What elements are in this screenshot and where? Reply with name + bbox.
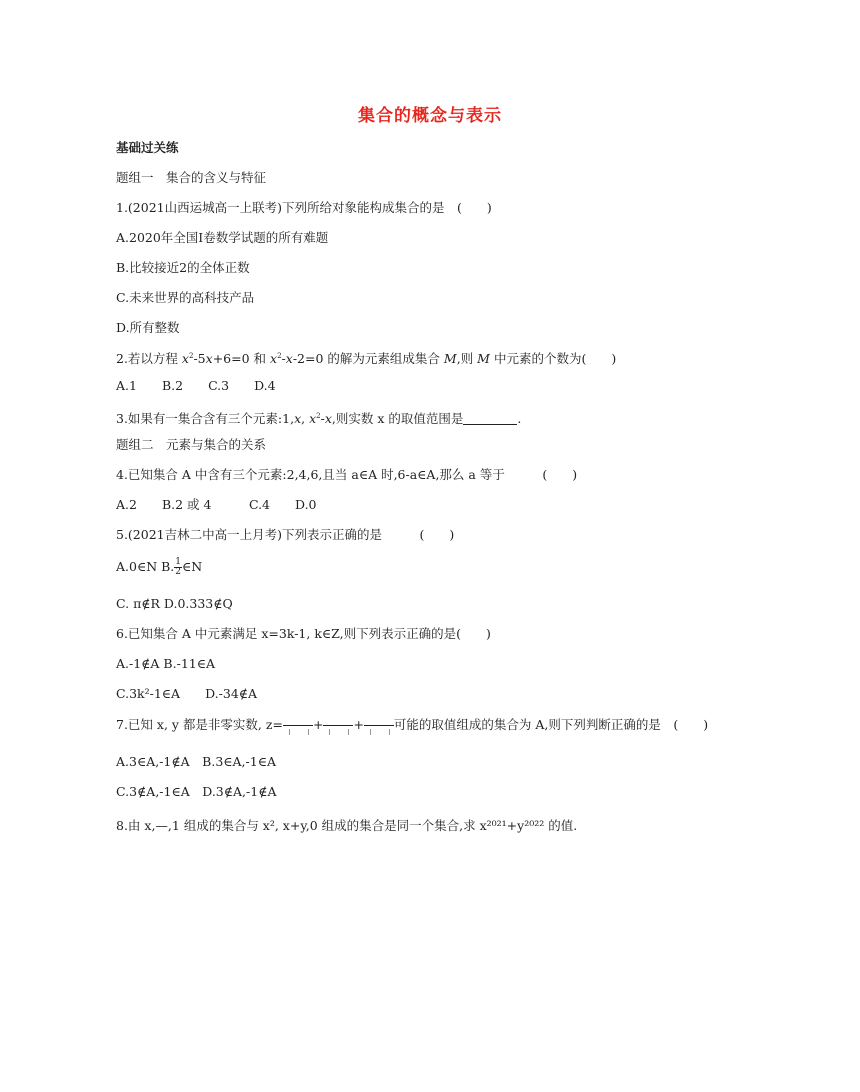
section-heading: 基础过关练 bbox=[116, 140, 179, 155]
question-5-options-ab: A.0∈N B. $\frac{1}{2}$ ∈N bbox=[116, 557, 203, 577]
question-6-options-cd: C.3k²-1∈A D.-34∉A bbox=[116, 686, 258, 701]
question-2-stem: 2.若以方程 $x^2-5x+6=0$ 和 $x^2-x-2=0$ 的解为元素组成集合 M,则 M 中元素的个数为( ) bbox=[116, 351, 617, 367]
question-1-option-b: B.比较接近2的全体正数 bbox=[116, 260, 250, 275]
question-3-stem: 3.如果有一集合含有三个元素:1,x, $x^2-x$,则实数 x 的取值范围是 . bbox=[116, 411, 522, 427]
page-title: 集合的概念与表示 bbox=[358, 106, 502, 126]
question-5-options-cd: C. π∉R D.0.333∉Q bbox=[116, 596, 233, 611]
fraction-one-half: $\frac{1}{2}$ bbox=[175, 557, 182, 577]
question-7-options-cd: C.3∉A,-1∈A D.3∉A,-1∉A bbox=[116, 784, 277, 799]
question-5-stem: 5.(2021吉林二中高一上月考)下列表示正确的是 ( ) bbox=[116, 527, 455, 542]
question-1-stem: 1.(2021山西运城高一上联考)下列所给对象能构成集合的是 ( ) bbox=[116, 200, 492, 215]
question-1-option-d: D.所有整数 bbox=[116, 320, 180, 335]
question-7-stem: 7.已知 x, y 都是非零实数, z= + + 可能的取值组成的集合为 A,则下列判断正确的是 ( ) bbox=[116, 717, 709, 732]
question-1-option-a: A.2020年全国Ⅰ卷数学试题的所有难题 bbox=[116, 230, 329, 245]
question-7-options-ab: A.3∈A,-1∉A B.3∈A,-1∈A bbox=[116, 754, 276, 769]
group-heading-2: 题组二 元素与集合的关系 bbox=[116, 437, 267, 452]
answer-blank bbox=[463, 412, 517, 425]
question-6-stem: 6.已知集合 A 中元素满足 x=3k-1, k∈Z,则下列表示正确的是( ) bbox=[116, 626, 491, 641]
question-6-options-ab: A.-1∉A B.-11∈A bbox=[116, 656, 215, 671]
question-4-stem: 4.已知集合 A 中含有三个元素:2,4,6,且当 a∈A 时,6-a∈A,那么 a 等于 ( ) bbox=[116, 467, 578, 482]
question-4-options: A.2 B.2 或 4 C.4 D.0 bbox=[116, 497, 317, 512]
fraction-placeholder bbox=[323, 725, 353, 726]
group-heading-1: 题组一 集合的含义与特征 bbox=[116, 170, 267, 185]
question-2-options: A.1 B.2 C.3 D.4 bbox=[116, 378, 276, 393]
question-8-stem: 8.由 x,—,1 组成的集合与 x², x+y,0 组成的集合是同一个集合,求 x²⁰²¹+y²⁰²² 的值. bbox=[116, 818, 578, 833]
question-1-option-c: C.未来世界的高科技产品 bbox=[116, 290, 255, 305]
fraction-placeholder bbox=[283, 725, 313, 726]
fraction-placeholder bbox=[364, 725, 394, 726]
